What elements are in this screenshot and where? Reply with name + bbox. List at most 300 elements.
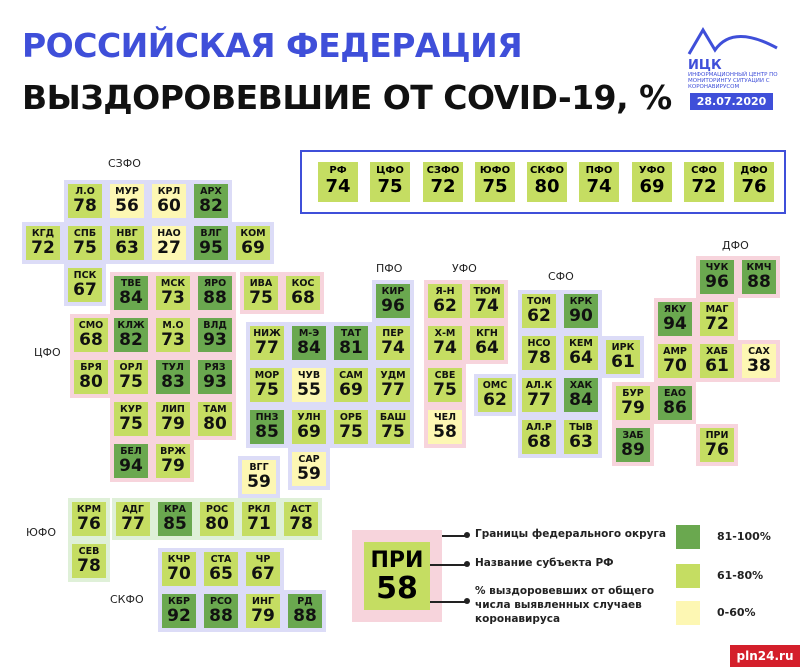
region-value: 69 [297, 422, 321, 442]
region-cell [288, 322, 330, 364]
region-tile [74, 318, 108, 352]
region-tile [156, 318, 190, 352]
region-tile [242, 460, 276, 494]
region-value: 72 [31, 238, 55, 258]
region-value: 63 [115, 238, 139, 258]
summary-item [423, 162, 463, 202]
region-cell [612, 382, 654, 424]
legend-example-inner [364, 542, 430, 610]
summary-item [734, 162, 774, 202]
region-code: РЯЗ [204, 362, 226, 373]
region-tile [286, 276, 320, 310]
region-tile [616, 428, 650, 462]
region-tile [72, 544, 106, 578]
region-value: 60 [157, 196, 181, 216]
region-tile [428, 326, 462, 360]
region-tile [292, 410, 326, 444]
region-tile [522, 378, 556, 412]
legend-pointer-dot [464, 598, 470, 604]
legend-example-value: 58 [376, 571, 418, 606]
watermark: pln24.ru [730, 645, 800, 667]
region-code: МАГ [705, 304, 729, 315]
region-cell [696, 340, 738, 382]
region-tile [114, 276, 148, 310]
region-code: РСО [209, 596, 232, 607]
region-cell [238, 498, 280, 540]
region-cell [424, 322, 466, 364]
region-code: ЛИП [161, 404, 185, 415]
region-cell [518, 416, 560, 458]
region-tile [284, 502, 318, 536]
page-subtitle: ВЫЗДОРОВЕВШИЕ ОТ COVID-19, % [22, 78, 672, 117]
summary-item [318, 162, 358, 202]
region-code: РОС [205, 504, 228, 515]
region-value: 84 [119, 288, 143, 308]
region-tile [522, 294, 556, 328]
region-code: АРХ [200, 186, 222, 197]
region-cell [200, 548, 242, 590]
region-value: 92 [167, 606, 191, 626]
region-value: 75 [381, 422, 405, 442]
region-tile [564, 420, 598, 454]
region-code: ПСК [73, 270, 97, 281]
legend-example-code: ПРИ [370, 548, 424, 573]
region-code: ТОМ [526, 296, 551, 307]
region-cell [240, 272, 282, 314]
region-value: 74 [433, 338, 457, 358]
region-tile [564, 294, 598, 328]
summary-item [632, 162, 672, 202]
region-code: ВЛД [203, 320, 227, 331]
region-code: ЗАБ [622, 430, 644, 441]
region-value: 59 [297, 464, 321, 484]
region-cell [654, 340, 696, 382]
region-value: 73 [161, 330, 185, 350]
summary-box [300, 150, 786, 214]
legend-percent-label-1: % выздоровевших от общего [475, 585, 655, 597]
summary-code: СФО [691, 165, 717, 176]
region-code: НАО [157, 228, 181, 239]
region-code: САР [298, 454, 320, 465]
region-tile [152, 226, 186, 260]
region-tile [198, 360, 232, 394]
legend-border-label: Границы федерального округа [475, 528, 667, 540]
region-value: 93 [203, 372, 227, 392]
region-cell [372, 280, 414, 322]
region-code: БУР [622, 388, 644, 399]
region-tile [522, 420, 556, 454]
region-value: 68 [79, 330, 103, 350]
region-tile [198, 402, 232, 436]
region-cell [474, 374, 516, 416]
summary-code: ПФО [585, 165, 613, 176]
region-tile [428, 284, 462, 318]
region-code: КБР [168, 596, 190, 607]
region-code: ЕАО [664, 388, 686, 399]
region-cell [466, 322, 508, 364]
region-cell [330, 322, 372, 364]
date-badge: 28.07.2020 [690, 93, 773, 110]
region-cell [560, 290, 602, 332]
region-value: 75 [119, 414, 143, 434]
region-code: КЕМ [569, 338, 593, 349]
region-value: 67 [251, 564, 275, 584]
region-value: 68 [291, 288, 315, 308]
region-cell [190, 222, 232, 264]
region-cell [696, 424, 738, 466]
region-code: ПНЗ [255, 412, 279, 423]
legend-pointer-line [442, 535, 466, 537]
region-cell [232, 222, 274, 264]
region-value: 90 [569, 306, 593, 326]
region-code: КРМ [76, 504, 102, 515]
region-tile [246, 552, 280, 586]
region-value: 88 [209, 606, 233, 626]
region-cell [288, 364, 330, 406]
region-code: АМР [663, 346, 687, 357]
region-tile [114, 318, 148, 352]
logo-subtitle: ИНФОРМАЦИОННЫЙ ЦЕНТР ПО МОНИТОРИНГУ СИТУАЦИИ С КОРОНАВИРУСОМ [688, 72, 778, 90]
region-value: 56 [115, 196, 139, 216]
region-value: 94 [663, 314, 687, 334]
legend-swatch-high [676, 525, 700, 549]
region-value: 82 [199, 196, 223, 216]
region-value: 68 [527, 432, 551, 452]
region-value: 81 [339, 338, 363, 358]
region-code: М-Э [298, 328, 320, 339]
region-code: ОРБ [339, 412, 363, 423]
region-value: 63 [569, 432, 593, 452]
region-cell [466, 280, 508, 322]
region-tile [470, 284, 504, 318]
region-code: САХ [748, 346, 770, 357]
region-code: СПБ [73, 228, 97, 239]
region-cell [330, 364, 372, 406]
region-cell [110, 440, 152, 482]
summary-value: 72 [691, 176, 717, 197]
legend-swatch-mid [676, 564, 700, 588]
region-code: ВЛГ [200, 228, 222, 239]
region-value: 73 [161, 288, 185, 308]
region-code: БРЯ [80, 362, 102, 373]
region-tile [68, 226, 102, 260]
region-value: 75 [119, 372, 143, 392]
region-code: Л.О [75, 186, 95, 197]
region-value: 77 [255, 338, 279, 358]
legend-swatch-low [676, 601, 700, 625]
region-tile [564, 336, 598, 370]
region-value: 86 [663, 398, 687, 418]
region-tile [606, 340, 640, 374]
region-cell [22, 222, 64, 264]
region-value: 75 [73, 238, 97, 258]
region-value: 88 [747, 272, 771, 292]
summary-code: РФ [329, 165, 347, 176]
region-code: КЛЖ [117, 320, 145, 331]
region-tile [292, 452, 326, 486]
region-code: ВГГ [249, 462, 269, 473]
region-value: 80 [79, 372, 103, 392]
region-value: 62 [527, 306, 551, 326]
region-code: АЛ.К [525, 380, 553, 391]
region-code: КРК [569, 296, 593, 307]
region-code: ИВА [249, 278, 273, 289]
region-tile [334, 410, 368, 444]
region-tile [204, 552, 238, 586]
region-cell [110, 398, 152, 440]
region-cell [194, 356, 236, 398]
region-cell [738, 340, 780, 382]
region-code: АСТ [290, 504, 312, 515]
region-cell [372, 364, 414, 406]
summary-item [370, 162, 410, 202]
region-value: 76 [77, 514, 101, 534]
region-code: ПРИ [705, 430, 729, 441]
region-tile [194, 226, 228, 260]
region-value: 93 [203, 330, 227, 350]
region-cell [560, 374, 602, 416]
region-cell [246, 406, 288, 448]
summary-code: СЗФО [426, 165, 460, 176]
region-tile [156, 276, 190, 310]
legend-percent-label-2: числа выявленных случаев [475, 599, 642, 611]
legend-example-tile [352, 530, 442, 622]
region-code: ВРЖ [160, 446, 186, 457]
region-cell [152, 398, 194, 440]
region-code: НИЖ [253, 328, 281, 339]
summary-code: СКФО [530, 165, 564, 176]
region-code: АДГ [122, 504, 144, 515]
region-code: КОС [291, 278, 315, 289]
region-code: КГД [31, 228, 55, 239]
region-tile [68, 184, 102, 218]
region-value: 59 [247, 472, 271, 492]
region-value: 79 [161, 414, 185, 434]
region-tile [376, 368, 410, 402]
region-tile [564, 378, 598, 412]
legend-pointer-line [430, 564, 466, 566]
legend-bin-mid: 61-80% [717, 569, 764, 582]
region-code: ЯКУ [663, 304, 687, 315]
region-value: 75 [433, 380, 457, 400]
region-cell [154, 498, 196, 540]
region-value: 84 [297, 338, 321, 358]
region-code: ЧЕЛ [433, 412, 457, 423]
region-value: 79 [621, 398, 645, 418]
logo-name: ИЦК [688, 58, 722, 73]
region-value: 77 [121, 514, 145, 534]
region-cell [68, 498, 110, 540]
region-code: МУР [115, 186, 139, 197]
region-cell [518, 332, 560, 374]
region-value: 78 [73, 196, 97, 216]
summary-code: ЮФО [479, 165, 511, 176]
summary-value: 75 [377, 176, 403, 197]
legend-percent-label-3: коронавируса [475, 613, 561, 625]
summary-value: 76 [741, 176, 767, 197]
region-tile [244, 276, 278, 310]
region-tile [158, 502, 192, 536]
summary-value: 75 [482, 176, 508, 197]
region-value: 95 [199, 238, 223, 258]
region-value: 70 [663, 356, 687, 376]
region-code: ИРК [611, 342, 635, 353]
region-code: РКЛ [247, 504, 271, 515]
region-value: 75 [339, 422, 363, 442]
region-tile [162, 594, 196, 628]
region-tile [376, 410, 410, 444]
region-cell [148, 180, 190, 222]
region-value: 80 [203, 414, 227, 434]
region-tile [658, 386, 692, 420]
region-tile [658, 302, 692, 336]
region-code: ТАМ [203, 404, 227, 415]
region-value: 78 [77, 556, 101, 576]
region-code: СМО [78, 320, 104, 331]
region-code: ХАК [569, 380, 593, 391]
district-label: ЦФО [34, 346, 61, 359]
region-code: ТУЛ [162, 362, 184, 373]
region-value: 85 [255, 422, 279, 442]
region-value: 96 [705, 272, 729, 292]
region-cell [110, 356, 152, 398]
region-cell [64, 264, 106, 306]
region-cell [696, 256, 738, 298]
region-tile [376, 326, 410, 360]
region-value: 64 [569, 348, 593, 368]
region-cell [242, 590, 284, 632]
legend-bin-high: 81-100% [717, 530, 771, 543]
region-code: РД [297, 596, 313, 607]
region-cell [280, 498, 322, 540]
region-cell [190, 180, 232, 222]
legend-pointer-line [430, 601, 466, 603]
region-code: Я-Н [435, 286, 455, 297]
region-code: МОР [254, 370, 280, 381]
region-code: БЕЛ [120, 446, 142, 457]
region-code: ТАТ [340, 328, 362, 339]
region-value: 79 [251, 606, 275, 626]
region-tile [152, 184, 186, 218]
region-value: 85 [163, 514, 187, 534]
region-cell [106, 180, 148, 222]
region-tile [250, 410, 284, 444]
region-value: 96 [381, 296, 405, 316]
region-tile [68, 268, 102, 302]
region-code: КРА [163, 504, 187, 515]
region-cell [654, 298, 696, 340]
region-tile [292, 326, 326, 360]
region-tile [116, 502, 150, 536]
region-tile [204, 594, 238, 628]
region-tile [194, 184, 228, 218]
region-value: 67 [73, 280, 97, 300]
region-code: ОРЛ [119, 362, 143, 373]
district-label: ЮФО [26, 526, 57, 539]
region-value: 71 [247, 514, 271, 534]
region-value: 94 [119, 456, 143, 476]
region-code: М.О [162, 320, 184, 331]
summary-code: ДФО [740, 165, 768, 176]
region-tile [522, 336, 556, 370]
region-cell [194, 272, 236, 314]
region-tile [200, 502, 234, 536]
region-tile [114, 444, 148, 478]
region-tile [334, 368, 368, 402]
region-cell [200, 590, 242, 632]
region-value: 78 [527, 348, 551, 368]
region-tile [242, 502, 276, 536]
summary-value: 74 [325, 176, 351, 197]
region-value: 80 [205, 514, 229, 534]
region-code: КИР [381, 286, 405, 297]
region-cell [110, 314, 152, 356]
region-value: 89 [621, 440, 645, 460]
region-cell [158, 548, 200, 590]
region-tile [162, 552, 196, 586]
region-code: ЧР [255, 554, 271, 565]
region-tile [334, 326, 368, 360]
region-value: 76 [705, 440, 729, 460]
region-value: 77 [381, 380, 405, 400]
region-cell [246, 364, 288, 406]
region-tile [156, 444, 190, 478]
region-cell [518, 290, 560, 332]
region-code: КМЧ [746, 262, 772, 273]
region-code: ХАБ [706, 346, 728, 357]
region-value: 64 [475, 338, 499, 358]
summary-code: ЦФО [376, 165, 404, 176]
region-cell [282, 272, 324, 314]
region-tile [114, 360, 148, 394]
region-code: ИНГ [252, 596, 274, 607]
page-title: РОССИЙСКАЯ ФЕДЕРАЦИЯ [22, 26, 523, 65]
region-tile [428, 410, 462, 444]
legend-bin-low: 0-60% [717, 606, 756, 619]
region-value: 58 [433, 422, 457, 442]
region-cell [64, 222, 106, 264]
region-cell [560, 416, 602, 458]
region-code: ЯРО [203, 278, 227, 289]
region-value: 82 [119, 330, 143, 350]
district-label: УФО [452, 262, 477, 275]
region-tile [700, 302, 734, 336]
region-code: НВГ [116, 228, 138, 239]
region-tile [616, 386, 650, 420]
region-cell [106, 222, 148, 264]
region-tile [74, 360, 108, 394]
region-code: МСК [160, 278, 186, 289]
summary-item [579, 162, 619, 202]
region-value: 61 [611, 352, 635, 372]
legend-pointer-dot [464, 532, 470, 538]
region-value: 61 [705, 356, 729, 376]
summary-value: 72 [430, 176, 456, 197]
region-cell [152, 440, 194, 482]
region-cell [70, 314, 112, 356]
region-cell [196, 498, 238, 540]
summary-value: 74 [586, 176, 612, 197]
region-cell [424, 364, 466, 406]
region-tile [470, 326, 504, 360]
region-code: ЧУК [705, 262, 729, 273]
region-tile [198, 318, 232, 352]
region-cell [288, 406, 330, 448]
region-cell [152, 272, 194, 314]
summary-value: 80 [534, 176, 560, 197]
region-cell [152, 314, 194, 356]
region-value: 69 [339, 380, 363, 400]
